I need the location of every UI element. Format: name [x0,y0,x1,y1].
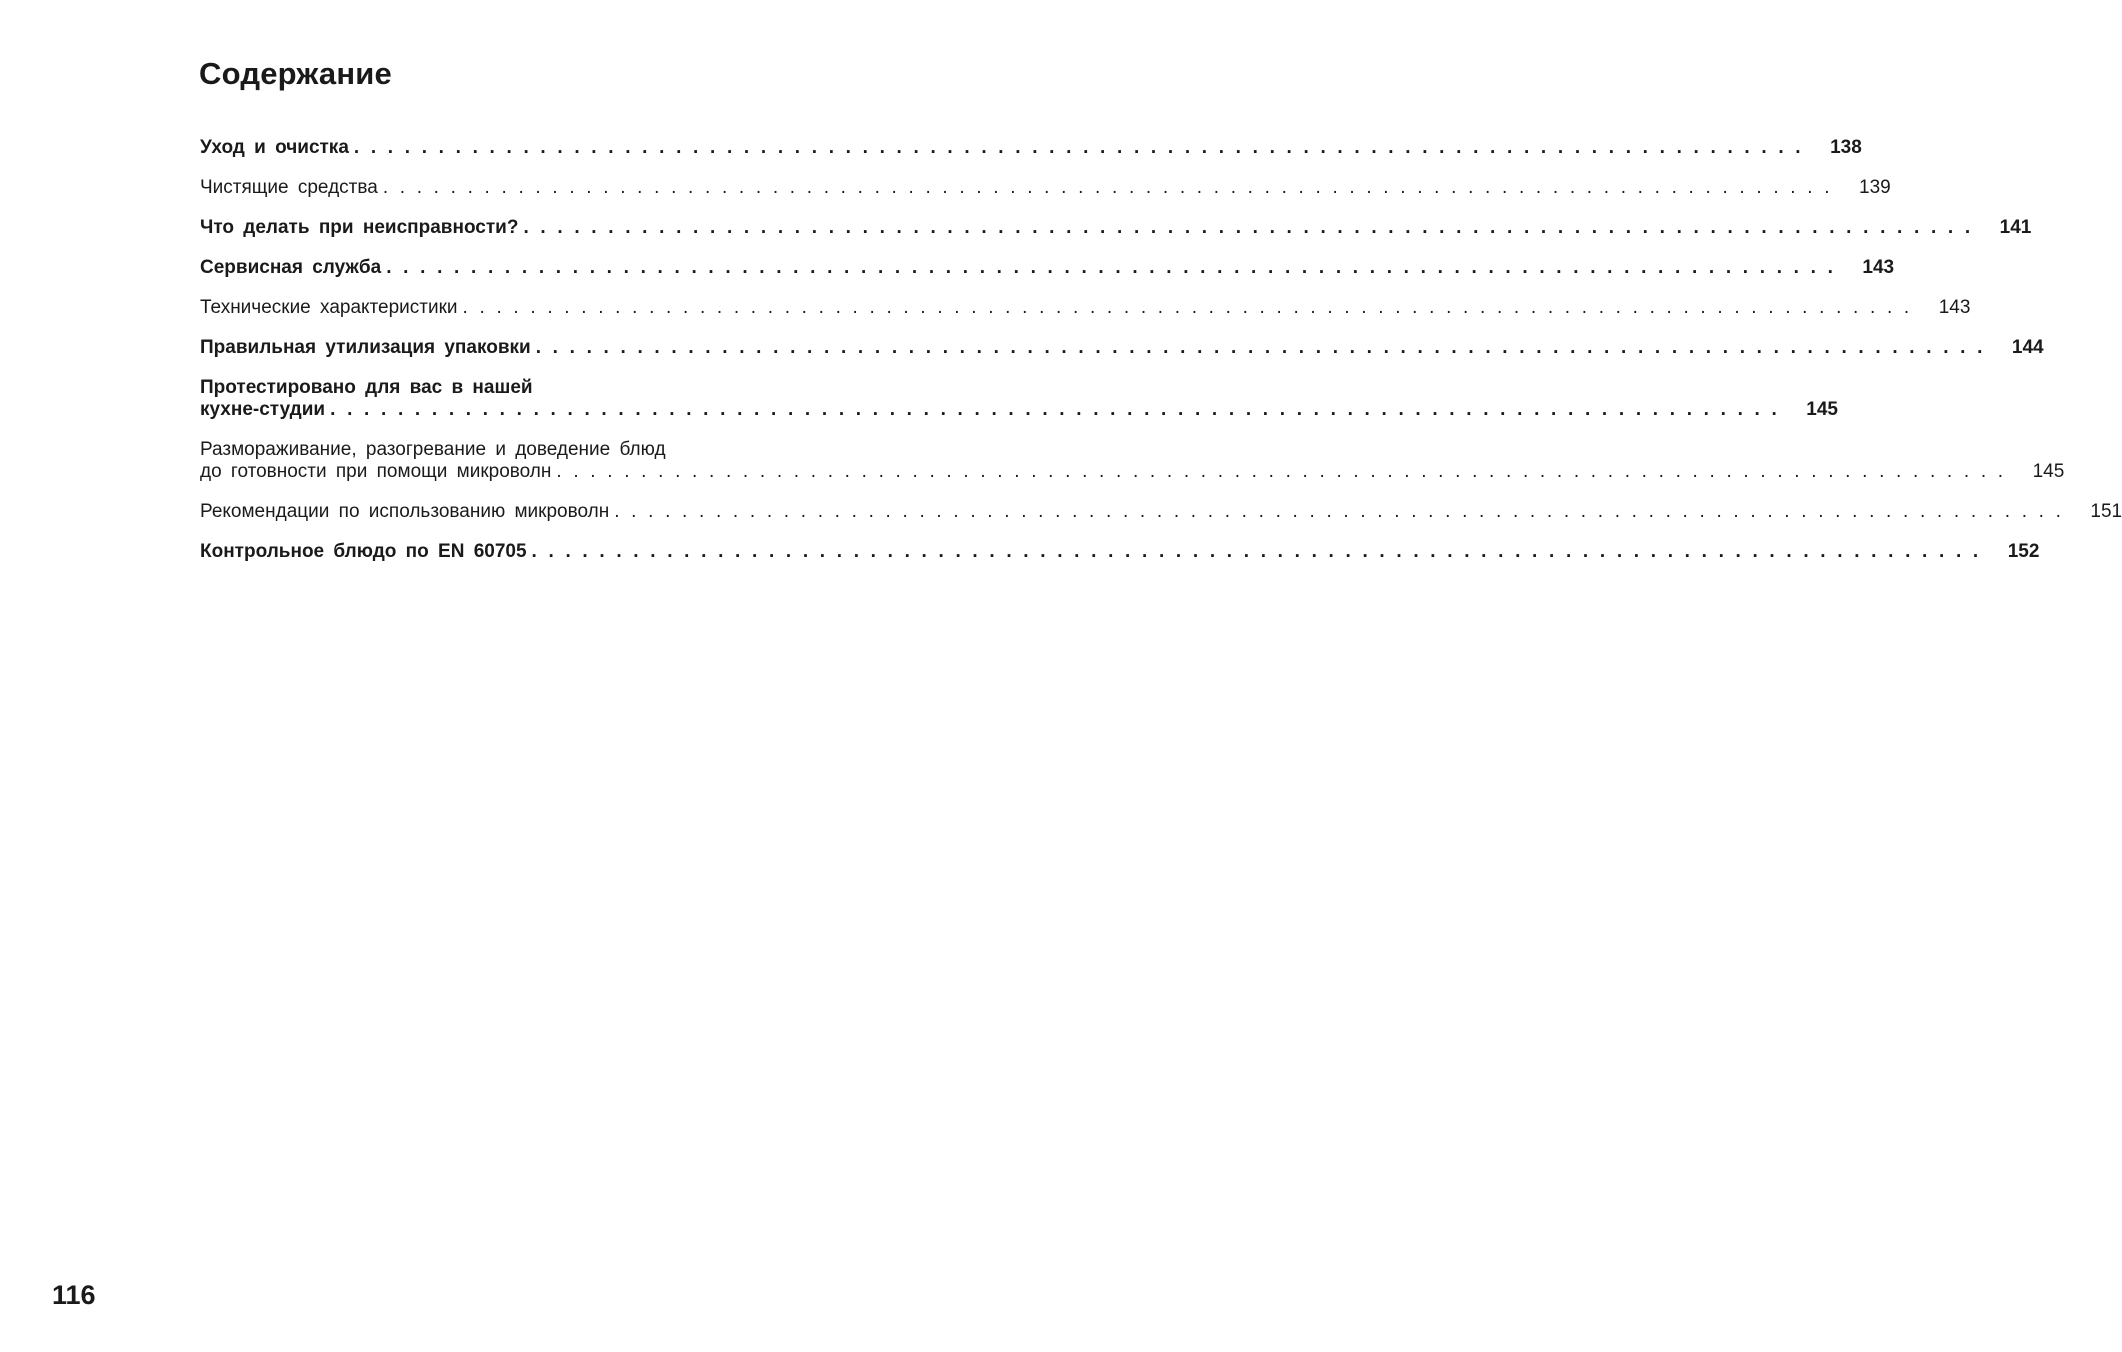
toc-entry[interactable] [200,377,1838,421]
toc-entry-title: Правильная утилизация упаковки [200,337,531,358]
toc-entry[interactable] [200,137,1862,159]
toc-entry[interactable] [200,541,2040,563]
toc-entry-title: кухне-студии [200,399,326,420]
dot-leader: . . . . . . . . . . . . . . . . . . . . . . . . . . . . . . . . . . . . . . . . . . . . . . . . . . . . . . . . . . . . . . . . . . . . . . . . . . . . . . . . . . . . . . [330,399,1780,420]
toc-entry-last-line [200,461,2065,483]
dot-leader: . . . . . . . . . . . . . . . . . . . . . . . . . . . . . . . . . . . . . . . . . . . . . . . . . . . . . . . . . . . . . . . . . . . . . . . . . . . . . . . . . . . . . . [462,297,1913,318]
dot-leader: . . . . . . . . . . . . . . . . . . . . . . . . . . . . . . . . . . . . . . . . . . . . . . . . . . . . . . . . . . . . . . . . . . . . . . . . . . . . . . . . . . . . . . [353,137,1804,158]
toc-entry-title: Рекомендации по использованию микроволн [200,501,610,522]
toc-entry-first-line: Размораживание, разогревание и доведение блюд [200,439,666,460]
toc-entry-page-number: 144 [2011,337,2044,358]
dot-leader: . . . . . . . . . . . . . . . . . . . . . . . . . . . . . . . . . . . . . . . . . . . . . . . . . . . . . . . . . . . . . . . . . . . . . . . . . . . . . . . . . . . . . . [535,337,1986,358]
toc-entry-last-line [200,257,1895,279]
page-number: 116 [52,1280,96,1310]
toc-entry[interactable] [200,439,2065,483]
dot-leader: . . . . . . . . . . . . . . . . . . . . . . . . . . . . . . . . . . . . . . . . . . . . . . . . . . . . . . . . . . . . . . . . . . . . . . . . . . . . . . . . . . . . . . [386,257,1837,278]
dot-leader: . . . . . . . . . . . . . . . . . . . . . . . . . . . . . . . . . . . . . . . . . . . . . . . . . . . . . . . . . . . . . . . . . . . . . . . . . . . . . . . . . . . . . . [556,461,2007,482]
toc-entry-title: до готовности при помощи микроволн [200,461,552,482]
toc-entry-page-number: 152 [2007,541,2040,562]
toc-entry-page-number: 143 [1938,297,1971,318]
toc-entry-title: Сервисная служба [200,257,382,278]
toc-entry-title: Чистящие средства [200,177,378,198]
toc-entry-page-number: 145 [2032,461,2065,482]
toc-entry-page-number: 151 [2090,501,2122,522]
dot-leader: . . . . . . . . . . . . . . . . . . . . . . . . . . . . . . . . . . . . . . . . . . . . . . . . . . . . . . . . . . . . . . . . . . . . . . . . . . . . . . . . . . . . . . [523,217,1974,238]
toc-entry-last-line [200,399,1838,421]
toc-entry-last-line [200,217,2032,239]
toc-entry-title: Уход и очистка [200,137,349,158]
toc-entry[interactable] [200,337,2044,359]
page-title: Содержание [199,56,392,91]
toc-entry-last-line [200,337,2044,359]
dot-leader: . . . . . . . . . . . . . . . . . . . . . . . . . . . . . . . . . . . . . . . . . . . . . . . . . . . . . . . . . . . . . . . . . . . . . . . . . . . . . . . . . . . . . . [531,541,1982,562]
dot-leader: . . . . . . . . . . . . . . . . . . . . . . . . . . . . . . . . . . . . . . . . . . . . . . . . . . . . . . . . . . . . . . . . . . . . . . . . . . . . . . . . . . . . . . [382,177,1833,198]
dot-leader: . . . . . . . . . . . . . . . . . . . . . . . . . . . . . . . . . . . . . . . . . . . . . . . . . . . . . . . . . . . . . . . . . . . . . . . . . . . . . . . . . . . . . . [614,501,2065,522]
toc-entry-last-line [200,541,2040,563]
toc-entry-first-line: Протестировано для вас в нашей [200,377,533,398]
toc-entry-page-number: 138 [1830,137,1862,158]
toc-entry[interactable] [200,257,1895,279]
toc-entry-page-number: 145 [1806,399,1838,420]
toc-entry-page-number: 143 [1862,257,1895,278]
toc-entry[interactable] [200,297,1971,319]
toc-entry-last-line [200,297,1971,319]
toc-entry-page-number: 141 [1999,217,2032,238]
toc-entry-last-line [200,177,1891,199]
toc-entry-page-number: 139 [1859,177,1891,198]
toc-entry[interactable] [200,177,1891,199]
toc-entry-last-line [200,501,2122,523]
toc-entry[interactable] [200,501,2122,523]
toc-entry-last-line [200,137,1862,159]
toc-entry[interactable] [200,217,2032,239]
table-of-contents [200,137,2122,581]
toc-entry-title: Технические характеристики [200,297,458,318]
toc-entry-title: Контрольное блюдо по EN 60705 [200,541,527,562]
toc-entry-title: Что делать при неисправности? [200,217,519,238]
